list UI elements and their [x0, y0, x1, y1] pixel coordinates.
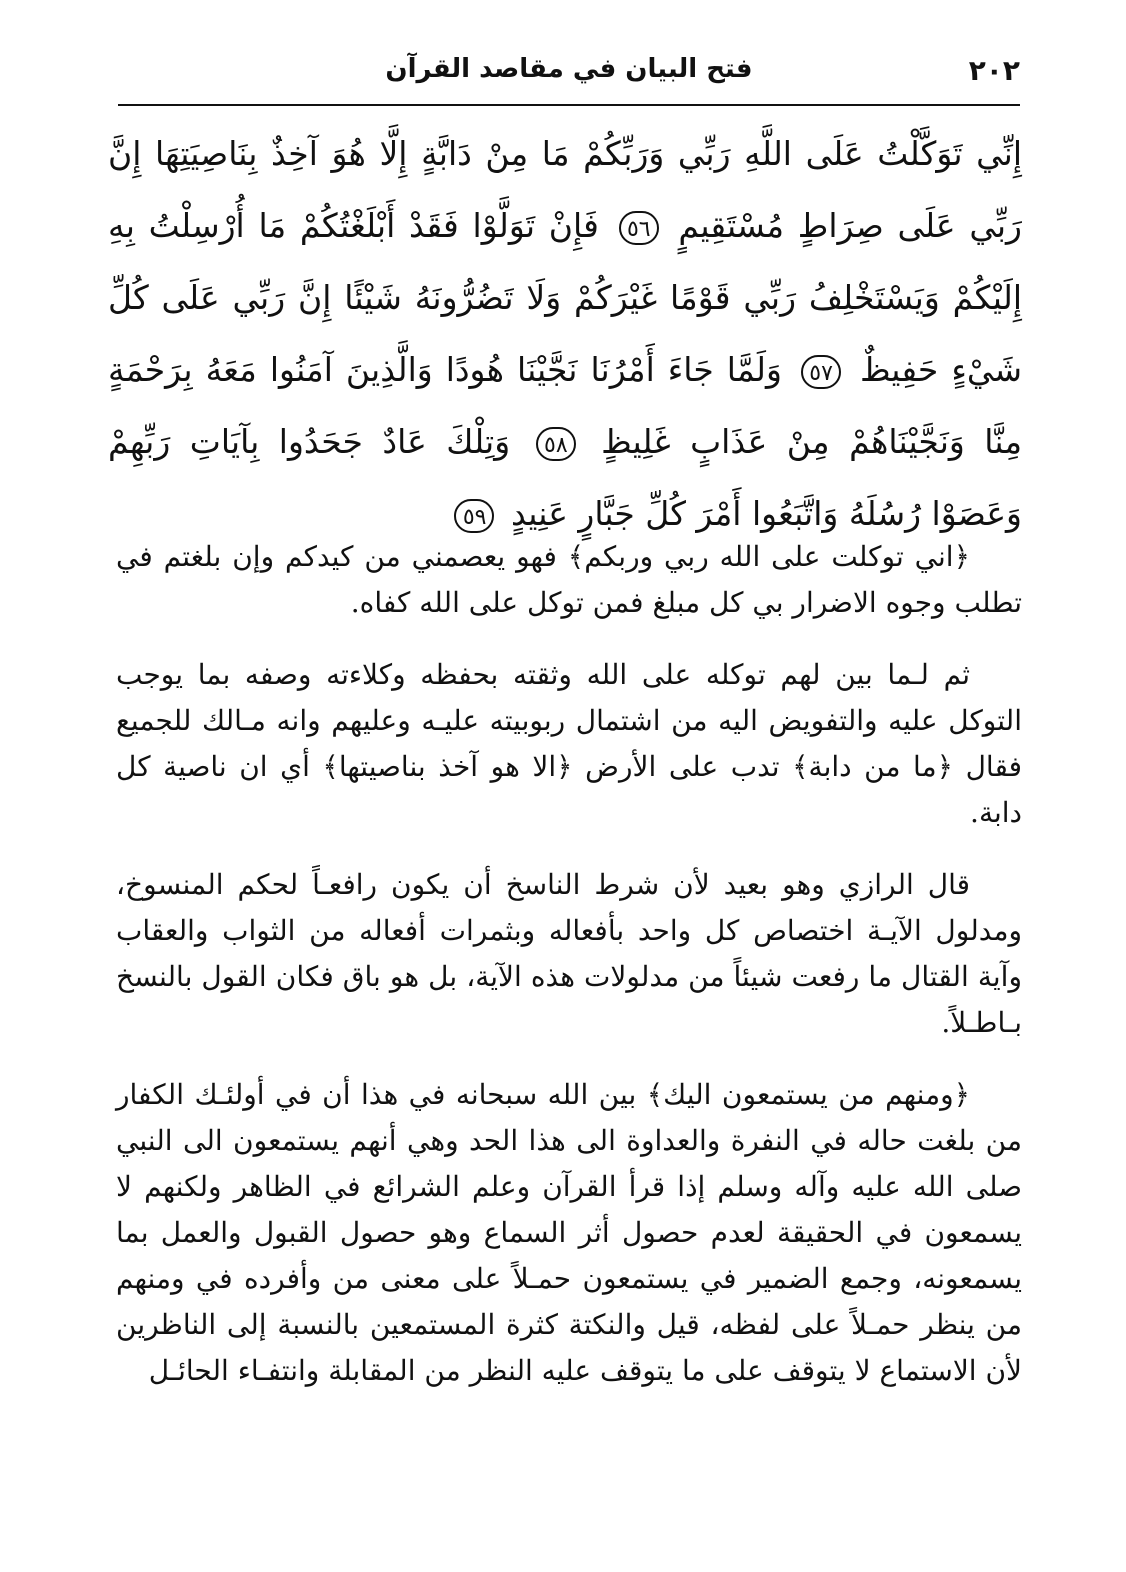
commentary-body	[116, 534, 1022, 1420]
verse-number-marker: ٥٨	[536, 427, 576, 461]
commentary-paragraph: ﴿ومنهم من يستمعون اليك﴾ بين الله سبحانه في هذا أن في أولئـك الكفار من بلغت حاله في النفرة والعداوة الى هذا الحد وهي أنهم يستمعون الى النبي صلى الله عليه وآله وسلم إذا قرأ القرآن وعلم الشرائع في الظاهر ولكنهم لا يسمعون في الحقيقة لعدم حصول أثر السماع وهو حصول القبول والعمل بما يسمعونه، وجمع الضمير في يستمعون حمـلاً على معنى من وأفرده في ومنهم من ينظر حمـلاً على لفظه، قيل والنكتة كثرة المستمعين بالنسبة إلى الناظرين لأن الاستماع لا يتوقف على ما يتوقف عليه النظر من المقابلة وانتفـاء الحائـل	[116, 1078, 1022, 1387]
verse-text: وَلَمَّا جَاءَ أَمْرُنَا نَجَّيْنَا هُودًا وَالَّذِينَ آمَنُوا مَعَهُ بِرَحْمَةٍ مِنَّا وَنَجَّيْنَاهُمْ مِنْ عَذَابٍ غَلِيظٍ	[108, 350, 1022, 461]
commentary-paragraph: ثم لـما بين لهم توكله على الله وثقته بحفظه وكلاءته وصفه بما يوجب التوكل عليه والتفويض اليه من اشتمال ربوبيته عليـه وعليهم وانه مـالك للجميع فقال ﴿ما من دابة﴾ تدب على الأرض ﴿الا هو آخذ بناصيتها﴾ أي ان ناصية كل دابة.	[116, 658, 1022, 829]
commentary-paragraph: ﴿اني توكلت على الله ربي وربكم﴾ فهو يعصمني من كيدكم وإن بلغتم في تطلب وجوه الاضرار بي كل مبلغ فمن توكل على الله كفاه.	[116, 540, 1022, 619]
verse-text: إِنِّي تَوَكَّلْتُ عَلَى اللَّهِ رَبِّي وَرَبِّكُمْ مَا مِنْ دَابَّةٍ إِلَّا هُوَ آخِذٌ بِنَاصِيَتِهَا إِنَّ رَبِّي عَلَى صِرَاطٍ مُسْتَقِيمٍ	[108, 134, 1022, 245]
verse-number-marker: ٥٧	[801, 355, 841, 389]
verse-text: فَإِنْ تَوَلَّوْا فَقَدْ أَبْلَغْتُكُمْ مَا أُرْسِلْتُ بِهِ إِلَيْكُمْ وَيَسْتَخْلِفُ رَبِّي قَوْمًا غَيْرَكُمْ وَلَا تَضُرُّونَهُ شَيْئًا إِنَّ رَبِّي عَلَى كُلِّ شَيْءٍ حَفِيظٌ	[108, 206, 1022, 389]
commentary-paragraph: قال الرازي وهو بعيد لأن شرط الناسخ أن يكون رافعـاً لحكم المنسوخ، ومدلول الآيـة اختصاص كل واحد بأفعاله وبثمرات أفعاله من الثواب والعقاب وآية القتال ما رفعت شيئاً من مدلولات هذه الآية، بل هو باق فكان القول بالنسخ بـاطـلاً.	[116, 868, 1022, 1039]
page-number: ٢٠٢	[968, 54, 1020, 87]
running-title: فتح البيان في مقاصد القرآن	[385, 54, 753, 84]
verse-number-marker: ٥٦	[619, 211, 659, 245]
quran-verses	[108, 118, 1022, 550]
header-rule	[118, 104, 1020, 106]
verse-text: وَتِلْكَ عَادٌ جَحَدُوا بِآيَاتِ رَبِّهِمْ وَعَصَوْا رُسُلَهُ وَاتَّبَعُوا أَمْرَ كُلِّ جَبَّارٍ عَنِيدٍ	[108, 422, 1022, 533]
page-header	[118, 48, 1020, 100]
verse-number-marker: ٥٩	[454, 499, 494, 533]
